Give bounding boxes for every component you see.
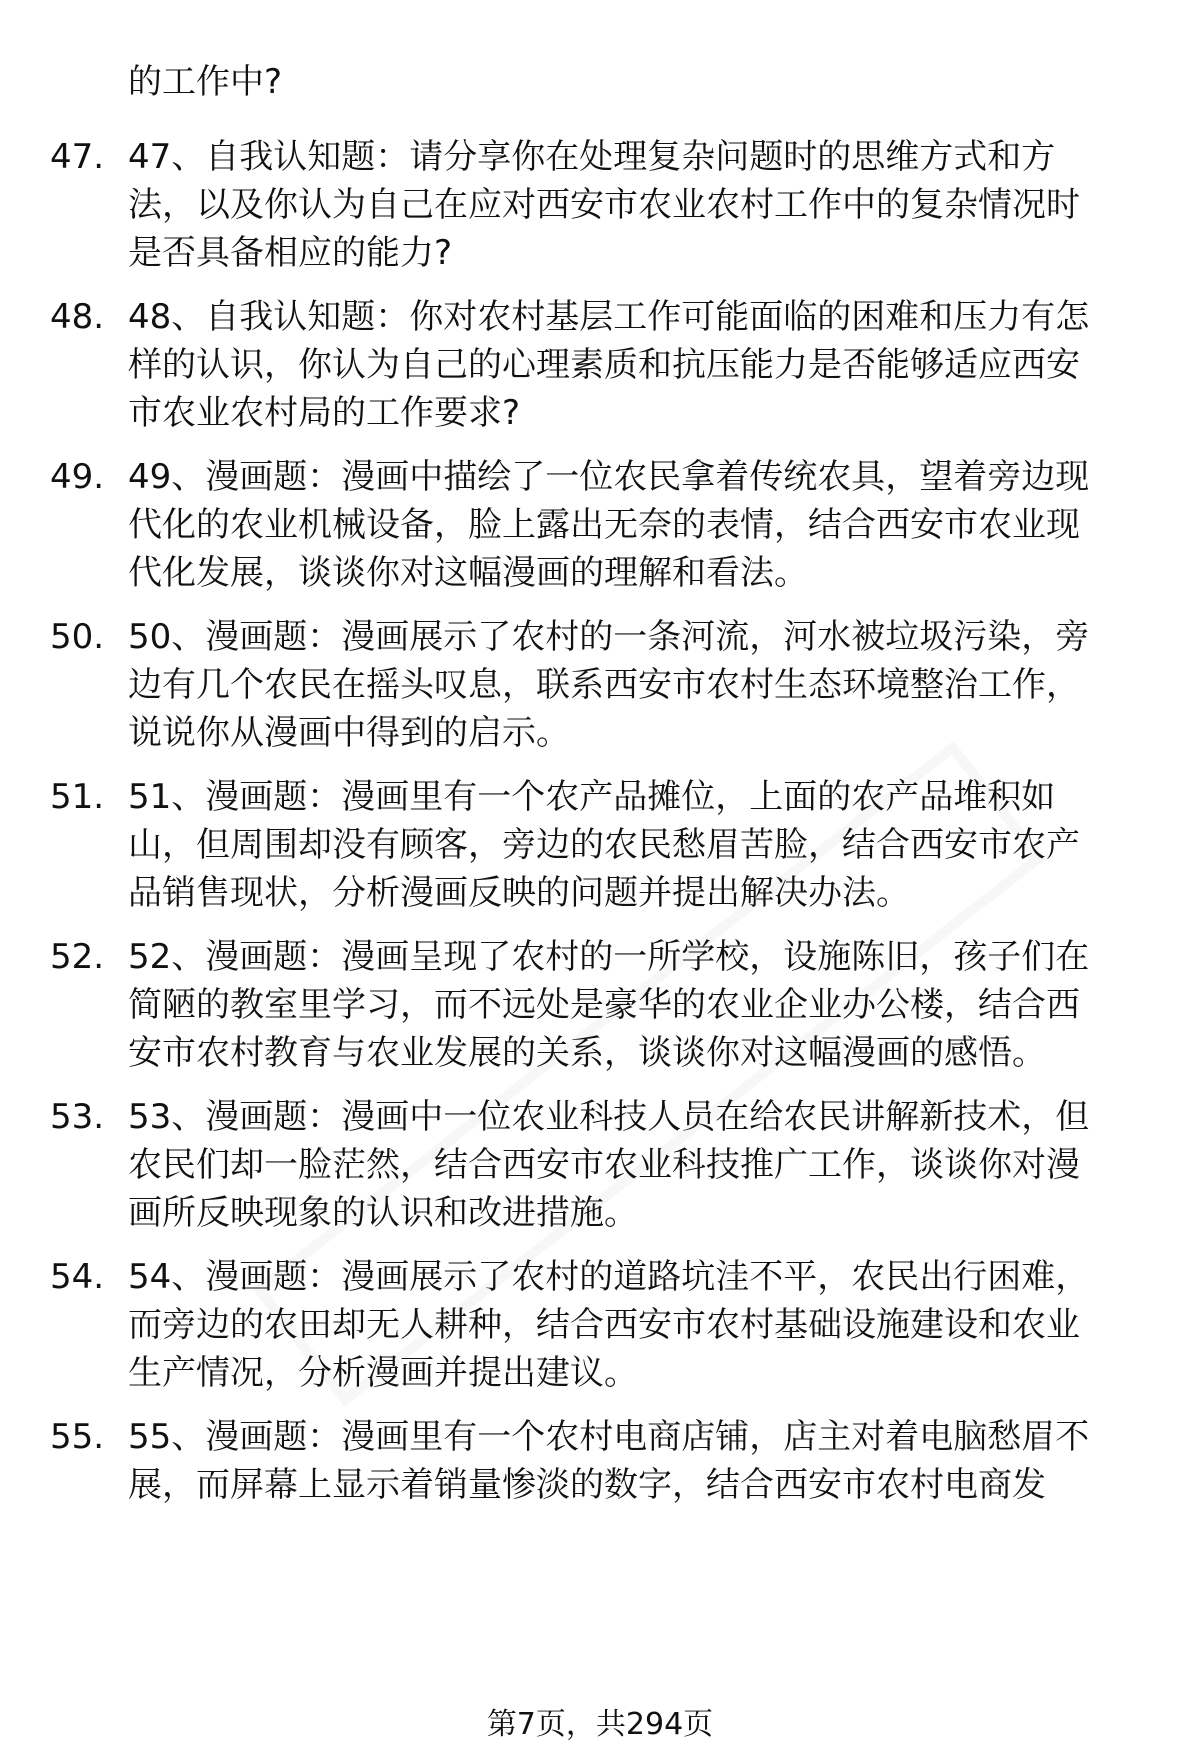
question-text: 50、漫画题：漫画展示了农村的一条河流，河水被垃圾污染，旁 边有几个农民在摇头叹息，联系西安市农村生态环境整治工作， 说说你从漫画中得到的启示。 xyxy=(128,617,1090,753)
question-text: 54、漫画题：漫画展示了农村的道路坑洼不平，农民出行困难， 而旁边的农田却无人耕种，结合西安市农村基础设施建设和农业 生产情况，分析漫画并提出建议。 xyxy=(128,1257,1090,1393)
question-number: 50. xyxy=(50,617,105,657)
question-text: 48、自我认知题：你对农村基层工作可能面临的困难和压力有怎 样的认识，你认为自己的心理素质和抗压能力是否能够适应西安 市农业农村局的工作要求? xyxy=(128,297,1090,433)
question-text: 51、漫画题：漫画里有一个农产品摊位，上面的农产品堆积如 山，但周围却没有顾客，旁边的农民愁眉苦脸，结合西安市农产 品销售现状，分析漫画反映的问题并提出解决办法。 xyxy=(128,777,1080,913)
question-number: 49. xyxy=(50,457,105,497)
question-number: 52. xyxy=(50,937,105,977)
question-text: 53、漫画题：漫画中一位农业科技人员在给农民讲解新技术，但 农民们却一脸茫然，结合西安市农业科技推广工作，谈谈你对漫 画所反映现象的认识和改进措施。 xyxy=(128,1097,1090,1233)
carry-over-text: 的工作中? xyxy=(128,62,283,102)
question-number: 51. xyxy=(50,777,105,817)
page-footer: 第7页，共294页 xyxy=(486,1707,714,1742)
question-text: 55、漫画题：漫画里有一个农村电商店铺，店主对着电脑愁眉不 展，而屏幕上显示着销量惨淡的数字，结合西安市农村电商发 xyxy=(128,1417,1090,1505)
question-number: 47. xyxy=(50,137,105,177)
question-number: 48. xyxy=(50,297,105,337)
question-text: 52、漫画题：漫画呈现了农村的一所学校，设施陈旧，孩子们在 简陋的教室里学习，而不远处是豪华的农业企业办公楼，结合西 安市农村教育与农业发展的关系，谈谈你对这幅漫画的感悟。 xyxy=(128,937,1090,1073)
question-number: 55. xyxy=(50,1417,105,1457)
question-number: 54. xyxy=(50,1257,105,1297)
question-number: 53. xyxy=(50,1097,105,1137)
question-text: 47、自我认知题：请分享你在处理复杂问题时的思维方式和方 法，以及你认为自己在应对西安市农业农村工作中的复杂情况时 是否具备相应的能力? xyxy=(128,137,1080,273)
question-text: 49、漫画题：漫画中描绘了一位农民拿着传统农具，望着旁边现 代化的农业机械设备，脸上露出无奈的表情，结合西安市农业现 代化发展，谈谈你对这幅漫画的理解和看法。 xyxy=(128,457,1090,593)
